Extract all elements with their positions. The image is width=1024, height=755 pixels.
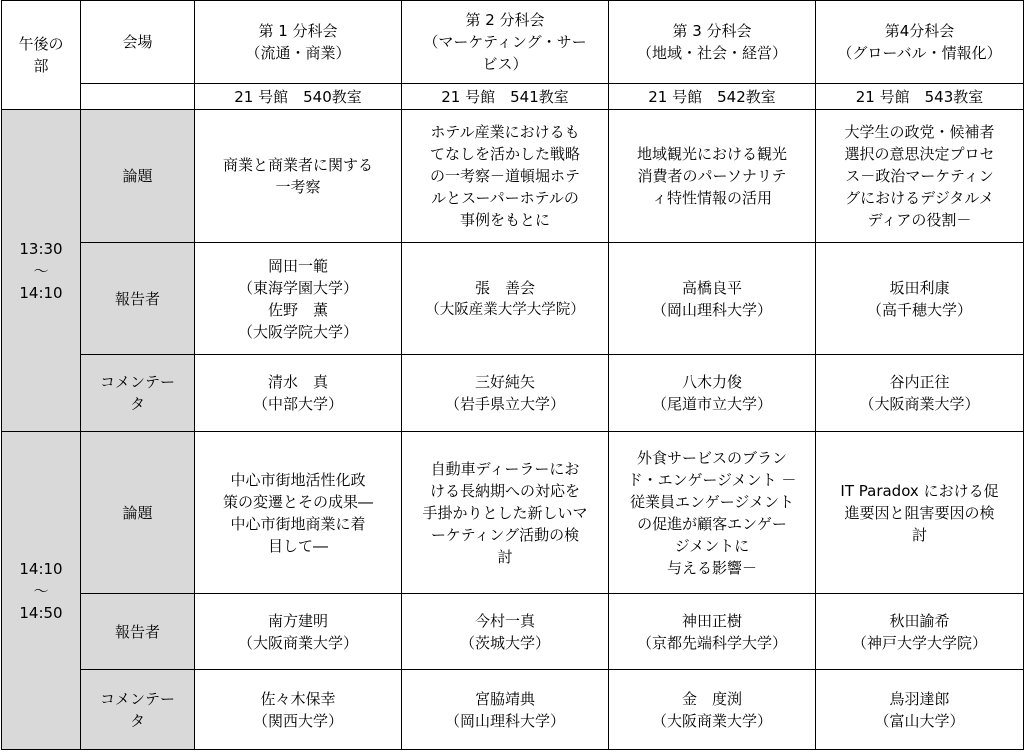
- reporter-name: 佐野 薫: [267, 300, 328, 319]
- header-row: [2, 1, 1024, 84]
- topic-line: ディアの役割－: [867, 211, 972, 229]
- topic-line: グにおけるデジタルメ: [845, 189, 994, 207]
- topic-line: 討: [497, 547, 513, 566]
- reporter-name: 張 善会: [474, 278, 535, 297]
- topic-line: 目して―: [267, 536, 328, 555]
- reporter-affiliation: （東海学園大学）: [237, 278, 358, 297]
- block-2-topic-row: [2, 432, 1024, 594]
- commentator-affiliation: （富山大学）: [874, 711, 965, 730]
- block-1-reporter-row: [2, 243, 1024, 355]
- session-title: 第 3 分科会: [672, 22, 752, 40]
- row-label-topic: 論題: [81, 432, 195, 594]
- reporter-name: 高橋良平: [681, 278, 742, 297]
- commentator-cell: [816, 670, 1024, 750]
- topic-cell: [195, 432, 402, 594]
- session-title: 第 2 分科会: [465, 11, 545, 29]
- reporter-affiliation: （大阪商業大学）: [237, 633, 358, 652]
- reporter-affiliation: （岡山理科大学）: [651, 300, 772, 319]
- topic-cell: [609, 432, 816, 594]
- reporter-cell: [195, 594, 402, 670]
- reporter-affiliation: （神戸大学大学院）: [851, 633, 987, 652]
- topic-line: 中心市街地活性化政: [230, 470, 366, 489]
- commentator-name: 鳥羽達郎: [889, 689, 950, 708]
- topic-line: 討: [911, 525, 927, 544]
- session-field: （マーケティング・サー: [423, 33, 587, 51]
- reporter-cell: [402, 243, 609, 355]
- commentator-affiliation: （中部大学）: [252, 395, 343, 413]
- row-label-reporter: 報告者: [81, 243, 195, 355]
- reporter-affiliation: （大阪学院大学）: [237, 322, 358, 341]
- topic-line: 消費者のパーソナリテ: [637, 167, 787, 185]
- topic-line: 地域観光における観光: [636, 145, 787, 163]
- reporter-name: 神田正樹: [681, 611, 742, 630]
- topic-line: 従業員エンゲージメント: [630, 492, 794, 511]
- commentator-cell: [609, 355, 816, 432]
- commentator-affiliation: （大阪商業大学）: [859, 395, 980, 413]
- topic-line: 進要因と阻害要因の検: [844, 503, 995, 522]
- reporter-affiliation: （大阪産業大学大学院）: [425, 301, 585, 318]
- topic-line: の一考察－道頓堀ホテ: [429, 167, 580, 185]
- time-start: 14:10: [19, 559, 63, 578]
- session-field: （グローバル・情報化）: [837, 44, 1002, 62]
- topic-cell: [816, 110, 1024, 243]
- topic-line: 手掛かりとした新しいマ: [422, 503, 588, 522]
- venue-label: 会場: [81, 1, 195, 84]
- commentator-cell: [402, 670, 609, 750]
- reporter-affiliation: （茨城大学）: [459, 633, 550, 652]
- session-2-header: [402, 1, 609, 84]
- room-session-1: 21 号館 540教室: [195, 84, 402, 110]
- reporter-name: 坂田利康: [889, 278, 950, 297]
- commentator-affiliation: （岡山理科大学）: [444, 711, 565, 730]
- commentator-name: 佐々木保幸: [260, 689, 336, 708]
- topic-cell: [195, 110, 402, 243]
- topic-line: 与える影響－: [666, 558, 757, 577]
- row-label-commentator: [81, 670, 195, 750]
- reporter-name: 南方建明: [267, 611, 328, 630]
- commentator-name: 三好純矢: [474, 373, 535, 391]
- commentator-label-line: タ: [129, 711, 145, 730]
- reporter-cell: [816, 594, 1024, 670]
- time-end: 14:10: [19, 283, 63, 302]
- block-1-commentator-row: [2, 355, 1024, 432]
- topic-line: 中心市街地商業に着: [230, 514, 366, 533]
- room-session-4: 21 号館 543教室: [816, 84, 1024, 110]
- reporter-name: 今村一真: [474, 611, 535, 630]
- time-slot-1: [2, 110, 81, 432]
- session-field: （地域・社会・経営）: [636, 44, 787, 62]
- topic-line: ホテル産業におけるも: [430, 123, 580, 141]
- commentator-affiliation: （尾道市立大学）: [651, 395, 772, 413]
- topic-line: 大学生の政党・候補者: [844, 123, 995, 141]
- row-label-commentator: [81, 355, 195, 432]
- commentator-affiliation: （関西大学）: [252, 711, 343, 730]
- topic-line: 外食サービスのブラン: [636, 448, 787, 467]
- topic-line: 事例をもとに: [459, 211, 550, 229]
- part-label-line: 部: [33, 57, 49, 75]
- commentator-name: 清水 真: [267, 373, 328, 391]
- reporter-affiliation: （高千穂大学）: [866, 300, 972, 319]
- room-row: [2, 84, 1024, 110]
- commentator-name: 金 度渕: [681, 689, 742, 708]
- commentator-cell: [195, 355, 402, 432]
- topic-line: ド・エンゲージメント －: [627, 470, 797, 489]
- topic-line: ーケティング活動の検: [430, 525, 580, 544]
- reporter-cell: [609, 594, 816, 670]
- time-sep: ～: [33, 581, 49, 600]
- room-session-3: 21 号館 542教室: [609, 84, 816, 110]
- topic-cell: [402, 110, 609, 243]
- topic-line: 選択の意思決定プロセ: [844, 145, 995, 163]
- time-start: 13:30: [19, 239, 63, 258]
- session-3-header: [609, 1, 816, 84]
- reporter-name: 岡田一範: [267, 256, 328, 275]
- reporter-cell: [195, 243, 402, 355]
- topic-cell: [816, 432, 1024, 594]
- topic-line: ス－政治マーケティン: [845, 167, 994, 185]
- row-label-reporter: 報告者: [81, 594, 195, 670]
- schedule-table: [1, 0, 1024, 750]
- topic-cell: [609, 110, 816, 243]
- topic-line: 商業と商業者に関する: [222, 156, 373, 174]
- block-2-reporter-row: [2, 594, 1024, 670]
- part-label-line: 午後の: [18, 35, 64, 53]
- time-end: 14:50: [19, 603, 63, 622]
- block-1-topic-row: [2, 110, 1024, 243]
- part-label: [2, 1, 81, 110]
- room-blank: [81, 84, 195, 110]
- row-label-topic: 論題: [81, 110, 195, 243]
- session-field: （流通・商業）: [245, 44, 351, 62]
- block-2-commentator-row: [2, 670, 1024, 750]
- commentator-label-line: コメンテー: [99, 689, 175, 708]
- topic-line: 自動車ディーラーにお: [430, 459, 580, 478]
- commentator-label-line: コメンテー: [99, 373, 175, 391]
- topic-line: ィ特性情報の活用: [651, 189, 772, 207]
- reporter-cell: [402, 594, 609, 670]
- topic-line: ジメントに: [674, 536, 750, 555]
- reporter-cell: [816, 243, 1024, 355]
- commentator-affiliation: （大阪商業大学）: [651, 711, 772, 730]
- session-title: 第4分科会: [884, 22, 955, 40]
- session-4-header: [816, 1, 1024, 84]
- time-slot-2: [2, 432, 81, 750]
- commentator-label-line: タ: [129, 395, 145, 413]
- commentator-name: 八木力俊: [681, 373, 742, 391]
- session-title: 第 1 分科会: [258, 22, 338, 40]
- session-field: ビス）: [482, 55, 528, 73]
- room-session-2: 21 号館 541教室: [402, 84, 609, 110]
- topic-line: IT Paradox における促: [840, 481, 999, 500]
- commentator-cell: [402, 355, 609, 432]
- topic-line: 一考察: [275, 178, 321, 196]
- topic-line: 策の変遷とその成果―: [222, 492, 373, 511]
- topic-line: の促進が顧客エンゲー: [637, 514, 787, 533]
- commentator-cell: [816, 355, 1024, 432]
- reporter-name: 秋田諭希: [889, 611, 950, 630]
- commentator-cell: [609, 670, 816, 750]
- commentator-name: 谷内正往: [889, 373, 950, 391]
- topic-line: てなしを活かした戦略: [429, 145, 580, 163]
- commentator-affiliation: （岩手県立大学）: [444, 395, 565, 413]
- reporter-cell: [609, 243, 816, 355]
- topic-line: ルとスーパーホテルの: [431, 189, 579, 207]
- topic-cell: [402, 432, 609, 594]
- reporter-affiliation: （京都先端科学大学）: [636, 633, 787, 652]
- commentator-name: 宮脇靖典: [474, 689, 535, 708]
- commentator-cell: [195, 670, 402, 750]
- topic-line: ける長納期への対応を: [429, 481, 580, 500]
- time-sep: ～: [33, 261, 49, 280]
- session-1-header: [195, 1, 402, 84]
